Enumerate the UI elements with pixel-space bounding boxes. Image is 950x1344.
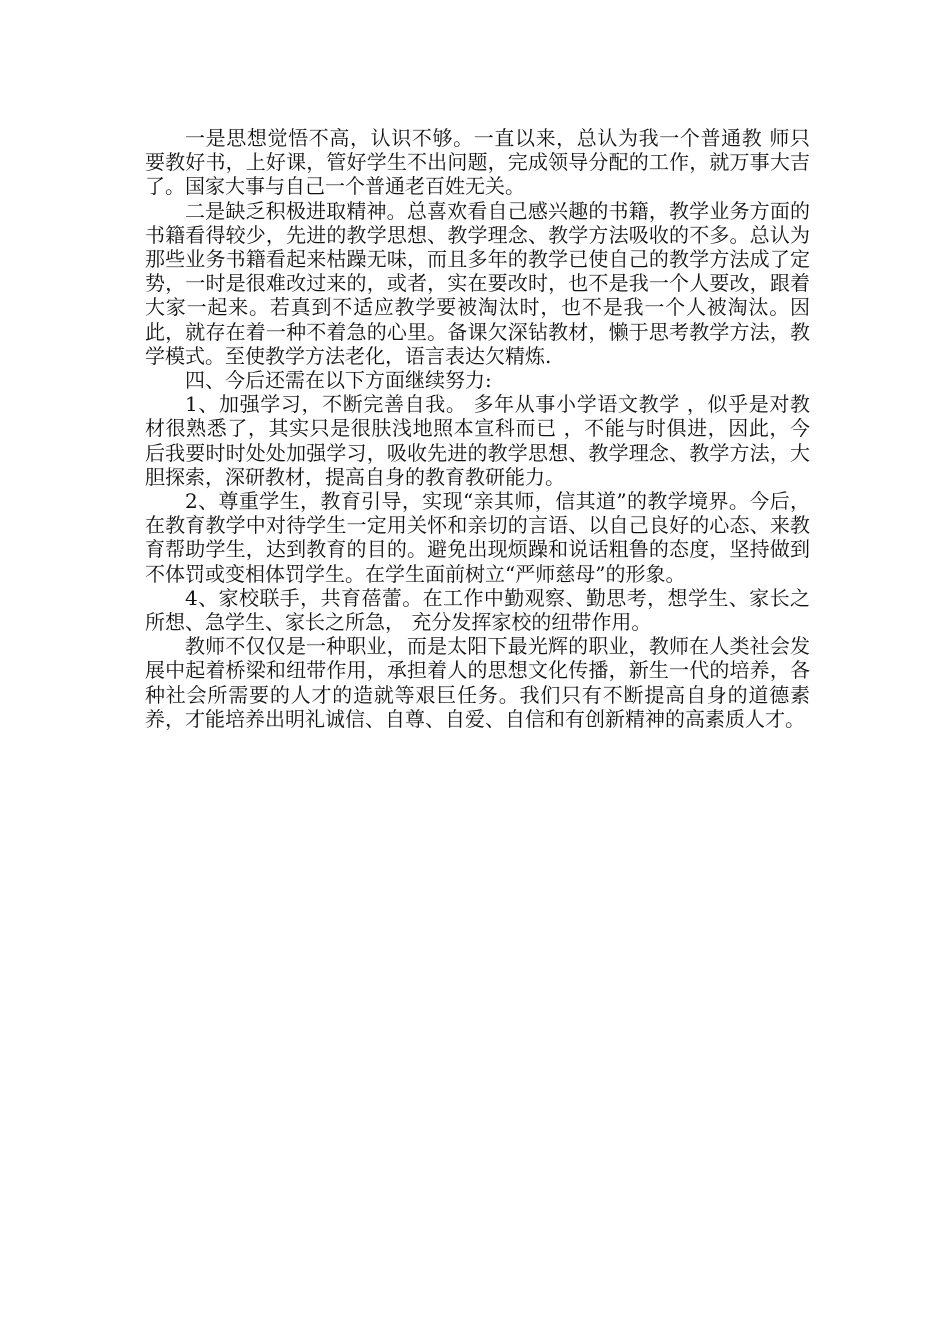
paragraph-point-2: 2、尊重学生，教育引导，实现“亲其师，信其道”的教学境界。今后，在教育教学中对待学生一定用关怀和亲切的言语、以自己良好的心态、来教育帮助学生，达到教育的目的。避免出现烦躁和说话粗鲁的态度，坚持做到不体罚或变相体罚学生。在学生面前树立“严师慈母”的形象。 xyxy=(145,489,810,586)
paragraph-point-1: 1、加强学习，不断完善自我。 多年从事小学语文教学 ，似乎是对教材很熟悉了，其实只是很肤浅地照本宣科而已 ，不能与时俱进，因此，今后我要时时处处加强学习，吸收先进的教学思想、教学理念、教学方法，大胆探索，深研教材，提高自身的教育教研能力。 xyxy=(145,392,810,489)
paragraph-point-4: 4、家校联手，共育蓓蕾。在工作中勤观察、勤思考，想学生、家长之所想、急学生、家长之所急， 充分发挥家校的纽带作用。 xyxy=(145,585,810,635)
paragraph-conclusion: 教师不仅仅是一种职业，而是太阳下最光辉的职业，教师在人类社会发展中起着桥梁和纽带作用，承担着人的思想文化传播，新生一代的培养，各种社会所需要的人才的造就等艰巨任务。我们只有不断提高自身的道德素养，才能培养出明礼诚信、自尊、自爱、自信和有创新精神的高素质人才。 xyxy=(145,634,810,731)
paragraph-ideology: 一是思想觉悟不高，认识不够。一直以来，总认为我一个普通教 师只要教好书，上好课，管好学生不出问题，完成领导分配的工作，就万事大吉了。国家大事与自己一个普通老百姓无关。 xyxy=(145,126,810,199)
document-body xyxy=(145,126,810,731)
paragraph-lack-of-initiative: 二是缺乏积极进取精神。总喜欢看自己感兴趣的书籍，教学业务方面的书籍看得较少，先进的教学思想、教学理念、教学方法吸收的不多。总认为那些业务书籍看起来枯躁无味，而且多年的教学已使自己的教学方法成了定势，一时是很难改过来的，或者，实在要改时，也不是我一个人要改，跟着大家一起来。若真到不适应教学要被淘汰时，也不是我一个人被淘汰。因此，就存在着一种不着急的心里。备课欠深钻教材，懒于思考教学方法，教学模式。至使教学方法老化，语言表达欠精炼. xyxy=(145,198,810,368)
paragraph-section-four-heading: 四、今后还需在以下方面继续努力: xyxy=(185,368,492,393)
